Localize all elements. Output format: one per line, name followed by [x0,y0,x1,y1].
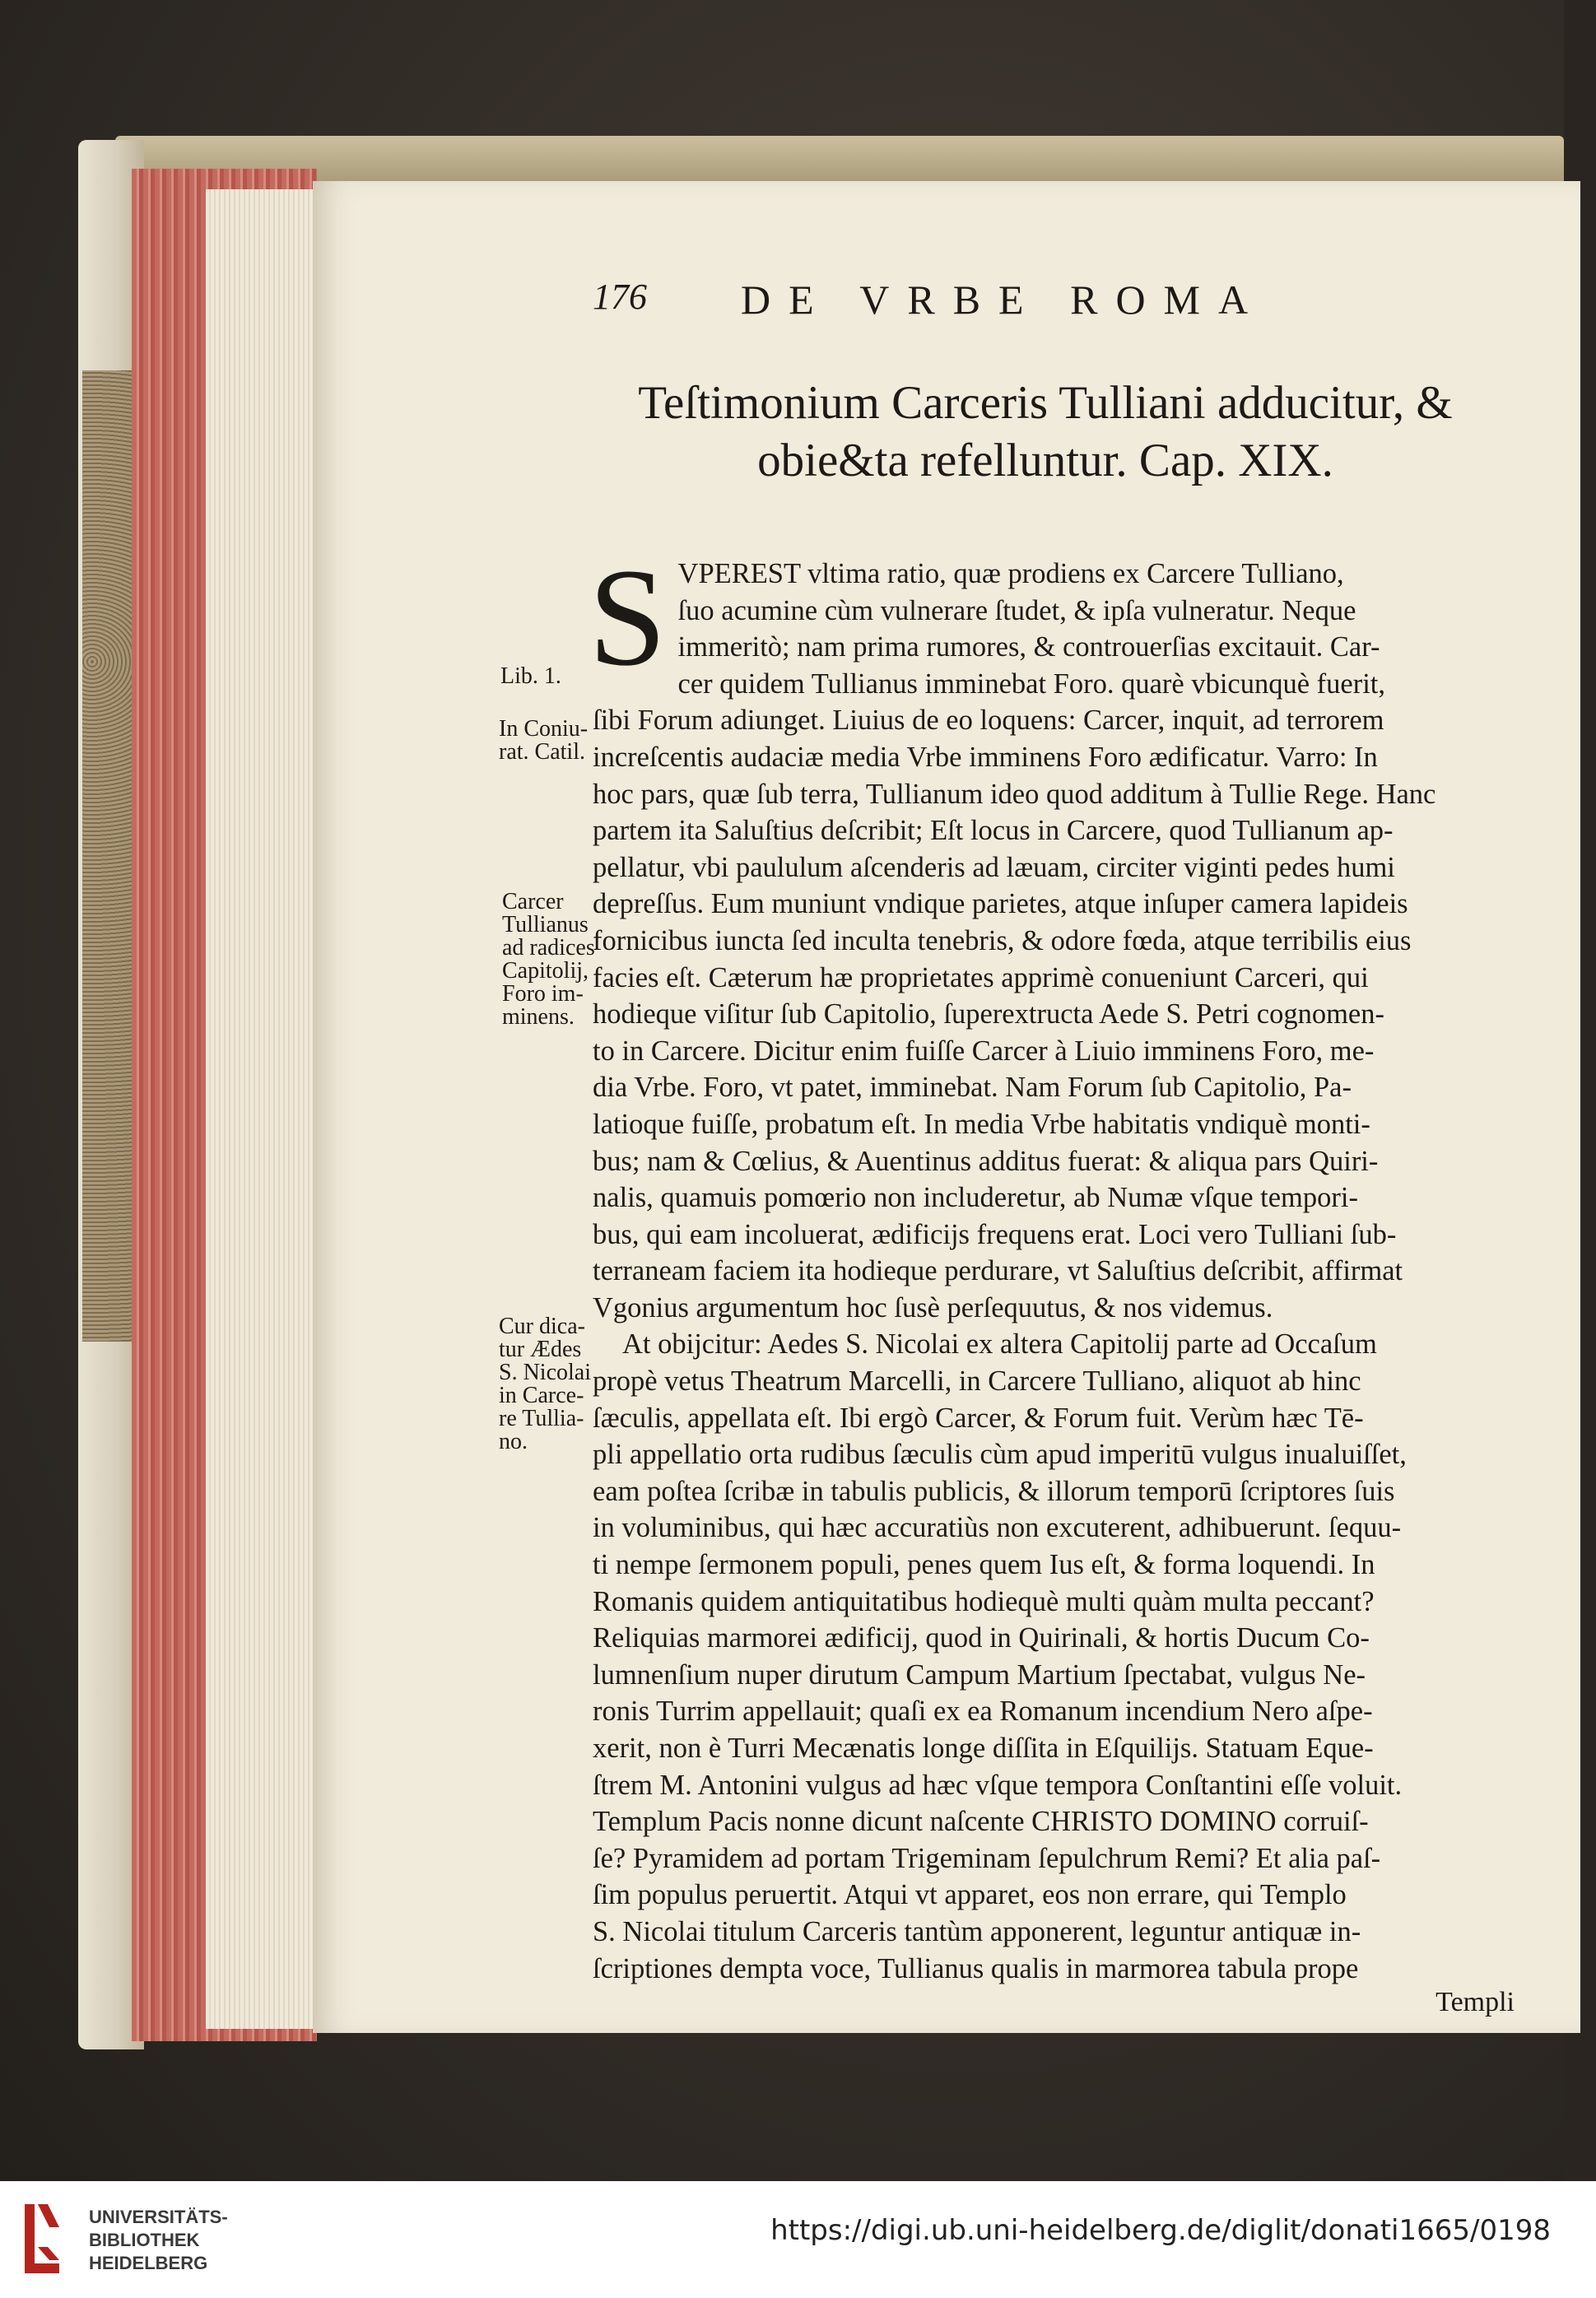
text-line: terraneam faciem ita hodieque perdurare, vt Saluſtius deſcribit, affirmat [593,1255,1403,1287]
text-line: cer quidem Tullianus imminebat Foro. quarè vbicunquè fuerit, [677,668,1386,700]
permalink-url[interactable]: https://digi.ub.uni-heidelberg.de/diglit/donati1665/0198 [770,2214,1551,2247]
text-line: xerit, non è Turri Mecænatis longe diſſita in Eſquilijs. Statuam Eque- [593,1733,1374,1764]
chapter-title-line-1: Teſtimonium Carceris Tulliani adducitur, & [638,377,1453,429]
page-stack-edge [206,189,321,2029]
catchword: Templi [1435,1987,1515,2018]
body-text [589,540,1515,1987]
text-line: facies eſt. Cæterum hæ proprietates apprimè conueniunt Carceri, qui [593,961,1369,993]
text-line: bus; nam & Cœlius, & Auentinus additus fuerat: & aliqua pars Quiri- [593,1145,1379,1177]
chapter-title-line-2: obie&ta refelluntur. Cap. XIX. [757,435,1333,486]
cover-marbling [82,370,132,1342]
text-line: VPEREST vltima ratio, quæ prodiens ex Carcere Tulliano, [677,558,1344,589]
text-line: partem ita Saluſtius deſcribit; Eſt locus in Carcere, quod Tullianum ap- [593,815,1394,847]
library-logo-icon [18,2198,66,2280]
text-line: ſuo acumine cùm vulnerare ſtudet, & ipſa vulneratur. Neque [677,594,1356,626]
text-line: pellatur, vbi paululum aſcenderis ad læuam, circiter viginti pedes humi [593,851,1395,883]
text-line: fornicibus iuncta ſed inculta tenebris, & odore fœda, atque terribilis eius [593,924,1412,956]
text-line: Vgonius argumentum hoc ſusè perſequutus, & nos videmus. [593,1291,1273,1323]
text-line: eam poſtea ſcribæ in tabulis publicis, & illorum temporū ſcriptores ſuis [593,1475,1395,1507]
text-line: to in Carcere. Dicitur enim fuiſſe Carcer à Liuio imminens Foro, me- [593,1035,1375,1067]
text-line: Reliquias marmorei ædificij, quod in Quirinali, & hortis Ducum Co- [593,1622,1370,1654]
text-line: immeritò; nam prima rumores, & controuerſias excitauit. Car- [677,631,1380,663]
text-line: depreſſus. Eum muniunt vndique parietes, atque inſuper camera lapideis [593,888,1408,920]
marginal-note-lib: Lib. 1. [500,663,561,689]
text-line: ſtrem M. Antonini vulgus ad hæc vſque tempora Conſtantini eſſe voluit. [593,1769,1403,1801]
text-line: ronis Turrim appellauit; quaſi ex ea Romanum incendium Nero aſpe- [593,1696,1373,1728]
text-line: ſcriptiones dempta voce, Tullianus qualis in marmorea tabula prope [593,1952,1359,1984]
page-number: 176 [593,277,647,317]
text-line: in voluminibus, qui hæc accuratiùs non excuterent, adhibuerunt. ſequu- [593,1512,1402,1544]
text-line: Romanis quidem antiquitatibus hodiequè multi quàm multa peccant? [593,1585,1375,1617]
text-line: bus, qui eam incoluerat, ædificijs frequens erat. Loci vero Tulliani ſub- [593,1218,1397,1250]
text-line: Templum Pacis nonne dicunt naſcente CHRISTO DOMINO corruiſ- [593,1806,1369,1838]
marginal-note-coniur: In Coniu- rat. Catil. [499,716,589,765]
library-name: UNIVERSITÄTS- BIBLIOTHEK HEIDELBERG [89,2207,228,2273]
text-line: ti nempe ſermonem populi, penes quem Ius eſt, & forma loquendi. In [593,1549,1375,1581]
text-line: dia Vrbe. Foro, vt patet, imminebat. Nam Forum ſub Capitolio, Pa- [593,1072,1352,1104]
text-line: lumnenſium nuper dirutum Campum Martium ſpectabat, vulgus Ne- [593,1658,1366,1691]
page-content [589,276,1515,2018]
book-top-edge [115,136,1564,185]
text-line: latioque fuiſſe, probatum eſt. In media Vrbe habitatis vndiquè monti- [593,1108,1370,1140]
drop-cap: S [589,540,667,695]
chapter-title [576,374,1515,490]
text-line: hodieque viſitur ſub Capitolio, ſuperextructa Aede S. Petri cognomen- [593,998,1384,1030]
marginal-note-carcer: Carcer Tullianus ad radices Capitolij, Foro im- minens. [502,889,595,1030]
running-title: DE VRBE ROMA [741,277,1267,323]
text-line: ſe? Pyramidem ad portam Trigeminam ſepulchrum Remi? Et alia paſ- [593,1842,1381,1874]
text-line: ſibi Forum adiunget. Liuius de eo loquens: Carcer, inquit, ad terrorem [593,705,1384,737]
text-line: increſcentis audaciæ media Vrbe imminens Foro ædificatur. Varro: In [593,741,1378,773]
text-line: ſim populus peruertit. Atqui vt apparet, eos non errare, qui Templo [593,1879,1347,1911]
text-line: pli appellatio orta rudibus ſæculis cùm apud imperitū vulgus inualuiſſet, [593,1439,1407,1471]
text-line: nalis, quamuis pomœrio non includeretur, ab Numæ vſque tempori- [593,1182,1358,1214]
running-head [593,276,1515,333]
text-line: At obijcitur: Aedes S. Nicolai ex altera Capitolij parte ad Occaſum [622,1328,1377,1361]
text-line: propè vetus Theatrum Marcelli, in Carcere Tulliano, aliquot ab hinc [593,1365,1361,1398]
text-line: S. Nicolai titulum Carceris tantùm apponerent, leguntur antiquæ in- [593,1915,1361,1947]
text-line: hoc pars, quæ ſub terra, Tullianum ideo quod additum à Tullie Rege. Hanc [593,778,1436,810]
marginal-note-cur: Cur dica- tur Ædes S. Nicolai in Carce- re Tullia- no. [499,1314,591,1454]
text-line: ſæculis, appellata eſt. Ibi ergò Carcer, & Forum fuit. Verùm hæc Tē- [593,1402,1364,1434]
